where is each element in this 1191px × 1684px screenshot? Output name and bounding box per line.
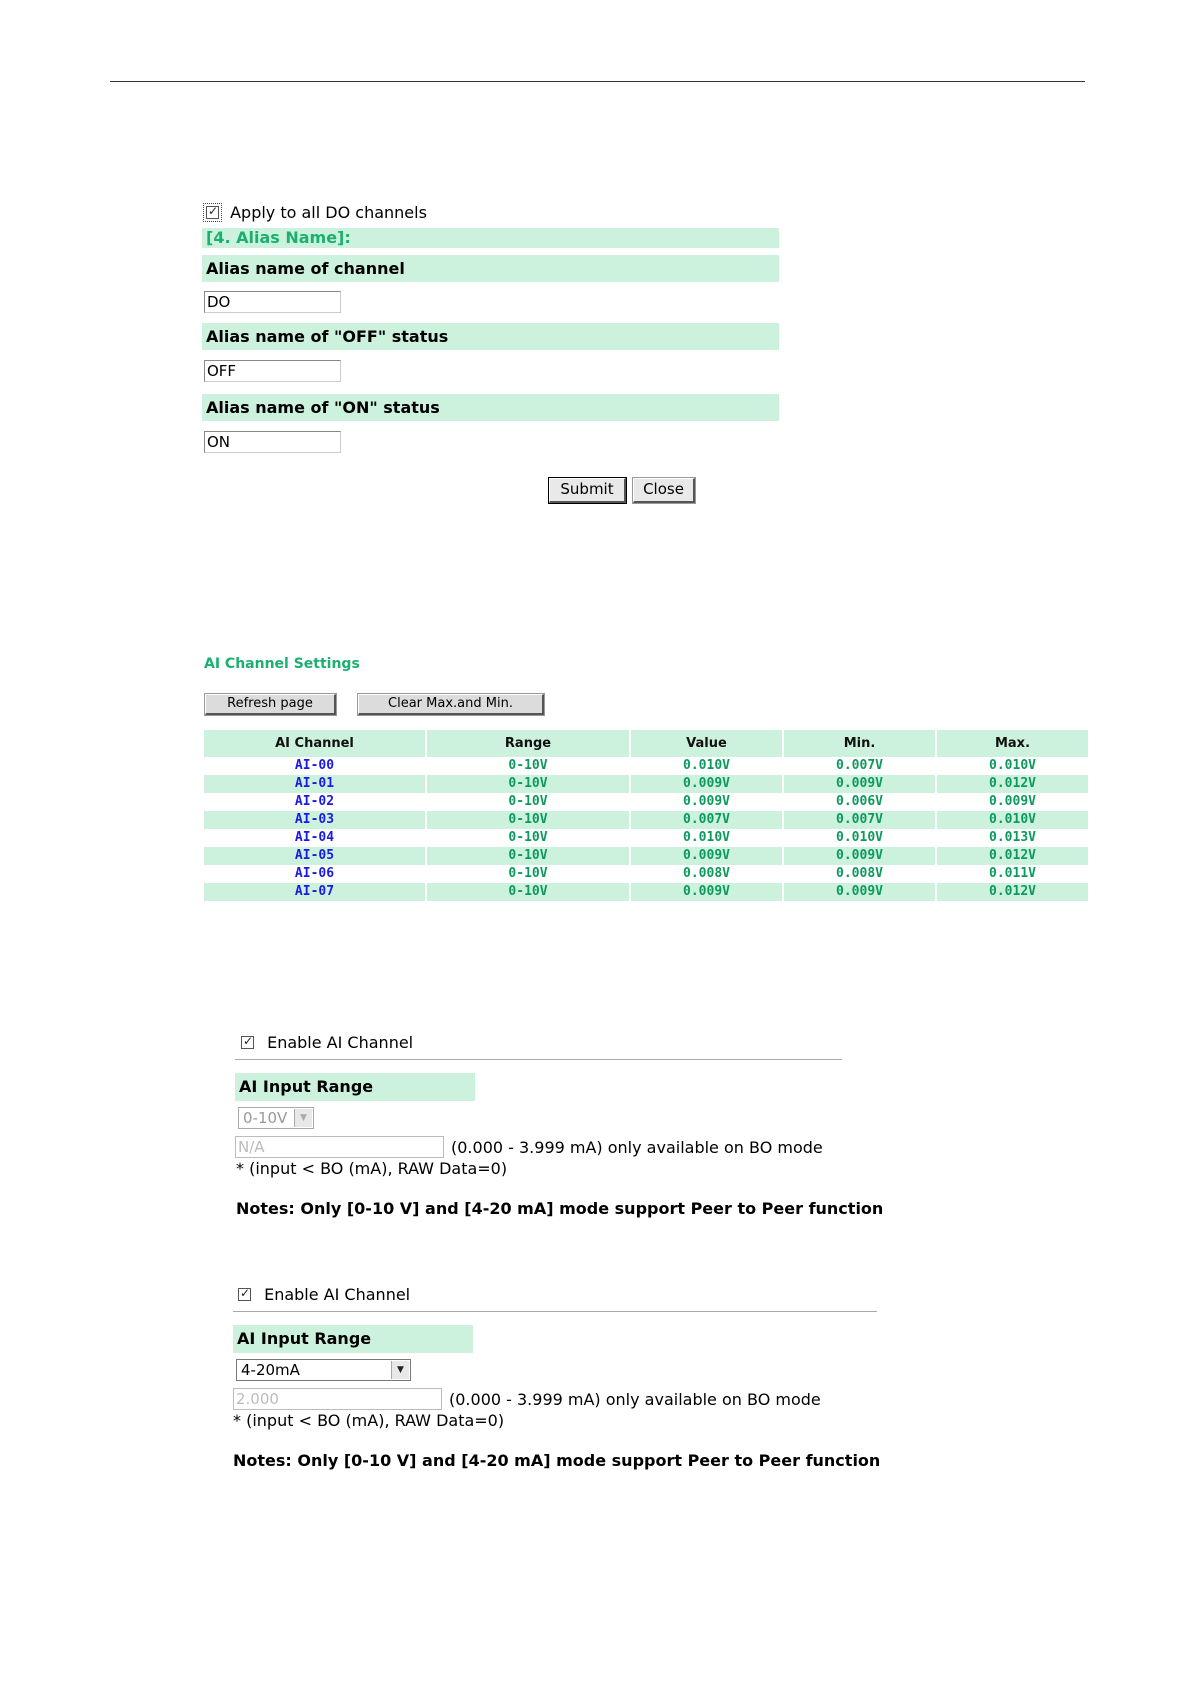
table-row [204,847,1088,865]
cell-range: 0-10V [427,811,629,829]
cell-min: 0.010V [836,830,883,845]
alias-section-title: [4. Alias Name]: [202,228,779,248]
panel1-range-header: AI Input Range [235,1073,475,1101]
ai-settings-title: AI Channel Settings [204,656,360,672]
cell-value: 0.010V [683,830,730,845]
apply-all-label: Apply to all DO channels [230,203,427,222]
table-row [204,865,1088,883]
clear-max-min-button[interactable]: Clear Max.and Min. [358,694,544,715]
cell-value: 0.010V [683,758,730,773]
cell-channel[interactable]: AI-00 [294,758,335,773]
col-header-max: Max. [937,730,1088,757]
cell-min: 0.006V [836,794,883,809]
alias-channel-input[interactable]: DO [204,291,341,313]
alias-on-input[interactable]: ON [204,431,341,453]
cell-range: 0-10V [508,866,548,881]
panel2-bo-hint: (0.000 - 3.999 mA) only available on BO mode [449,1390,821,1409]
cell-max: 0.009V [989,794,1036,809]
cell-min: 0.009V [784,775,935,793]
panel1-enable-checkbox[interactable] [241,1036,254,1049]
panel1-range-value: 0-10V [243,1109,288,1127]
cell-value: 0.009V [683,794,730,809]
cell-channel[interactable]: AI-01 [204,775,425,793]
close-button[interactable]: Close [633,478,695,503]
panel1-bo-hint: (0.000 - 3.999 mA) only available on BO mode [451,1138,823,1157]
cell-range: 0-10V [508,794,548,809]
cell-max: 0.012V [937,847,1088,865]
cell-value: 0.009V [631,847,782,865]
apply-all-row[interactable] [206,202,427,222]
col-header-range: Range [427,730,629,757]
cell-range: 0-10V [427,775,629,793]
panel1-notes: Notes: Only [0-10 V] and [4-20 mA] mode support Peer to Peer function [236,1199,884,1218]
col-header-channel: AI Channel [204,730,425,757]
apply-all-checkbox[interactable] [206,206,219,219]
panel1-divider [235,1059,842,1060]
table-row [204,829,1088,847]
cell-range: 0-10V [427,883,629,901]
cell-min: 0.007V [784,811,935,829]
panel2-footnote: * (input < BO (mA), RAW Data=0) [233,1411,505,1430]
alias-off-label: Alias name of "OFF" status [202,323,779,350]
panel1-enable-label: Enable AI Channel [267,1033,414,1052]
cell-min: 0.007V [836,758,883,773]
panel1-footnote: * (input < BO (mA), RAW Data=0) [236,1159,508,1178]
cell-min: 0.009V [784,883,935,901]
cell-range: 0-10V [508,830,548,845]
cell-max: 0.010V [989,758,1036,773]
alias-on-label: Alias name of "ON" status [202,394,779,421]
cell-value: 0.009V [631,883,782,901]
table-row [204,793,1088,811]
cell-channel[interactable]: AI-05 [204,847,425,865]
panel2-bo-input[interactable]: 2.000 [233,1388,442,1410]
ai-channel-table [202,730,1090,901]
cell-max: 0.011V [989,866,1036,881]
submit-button[interactable]: Submit [549,478,626,503]
col-header-value: Value [631,730,782,757]
col-header-min: Min. [784,730,935,757]
panel1-enable-row[interactable] [241,1032,413,1052]
cell-value: 0.007V [631,811,782,829]
panel2-enable-checkbox[interactable] [238,1288,251,1301]
cell-max: 0.010V [937,811,1088,829]
cell-channel[interactable]: AI-07 [204,883,425,901]
panel2-enable-row[interactable] [238,1284,410,1304]
panel2-range-select[interactable] [236,1359,411,1381]
cell-channel[interactable]: AI-06 [294,866,335,881]
cell-max: 0.012V [937,883,1088,901]
panel1-bo-input[interactable]: N/A [235,1136,444,1158]
cell-value: 0.009V [631,775,782,793]
table-header-row [204,730,1088,757]
cell-max: 0.012V [937,775,1088,793]
alias-channel-label: Alias name of channel [202,255,779,282]
table-row [204,883,1088,901]
panel2-range-header: AI Input Range [233,1325,473,1353]
panel2-range-value: 4-20mA [241,1361,300,1379]
panel2-divider [233,1311,877,1312]
cell-channel[interactable]: AI-02 [294,794,335,809]
cell-max: 0.013V [989,830,1036,845]
panel1-range-select[interactable] [238,1107,314,1129]
alias-off-input[interactable]: OFF [204,360,341,382]
cell-channel[interactable]: AI-03 [204,811,425,829]
table-row [204,811,1088,829]
refresh-page-button[interactable]: Refresh page [205,694,336,715]
table-row [204,757,1088,775]
cell-channel[interactable]: AI-04 [294,830,335,845]
page-top-rule [110,81,1085,82]
cell-value: 0.008V [683,866,730,881]
cell-range: 0-10V [427,847,629,865]
table-row [204,775,1088,793]
panel2-notes: Notes: Only [0-10 V] and [4-20 mA] mode support Peer to Peer function [233,1451,881,1470]
chevron-down-icon: ▼ [391,1361,409,1379]
cell-range: 0-10V [508,758,548,773]
cell-min: 0.009V [784,847,935,865]
chevron-down-icon: ▼ [294,1109,312,1127]
cell-min: 0.008V [836,866,883,881]
panel2-enable-label: Enable AI Channel [264,1285,411,1304]
